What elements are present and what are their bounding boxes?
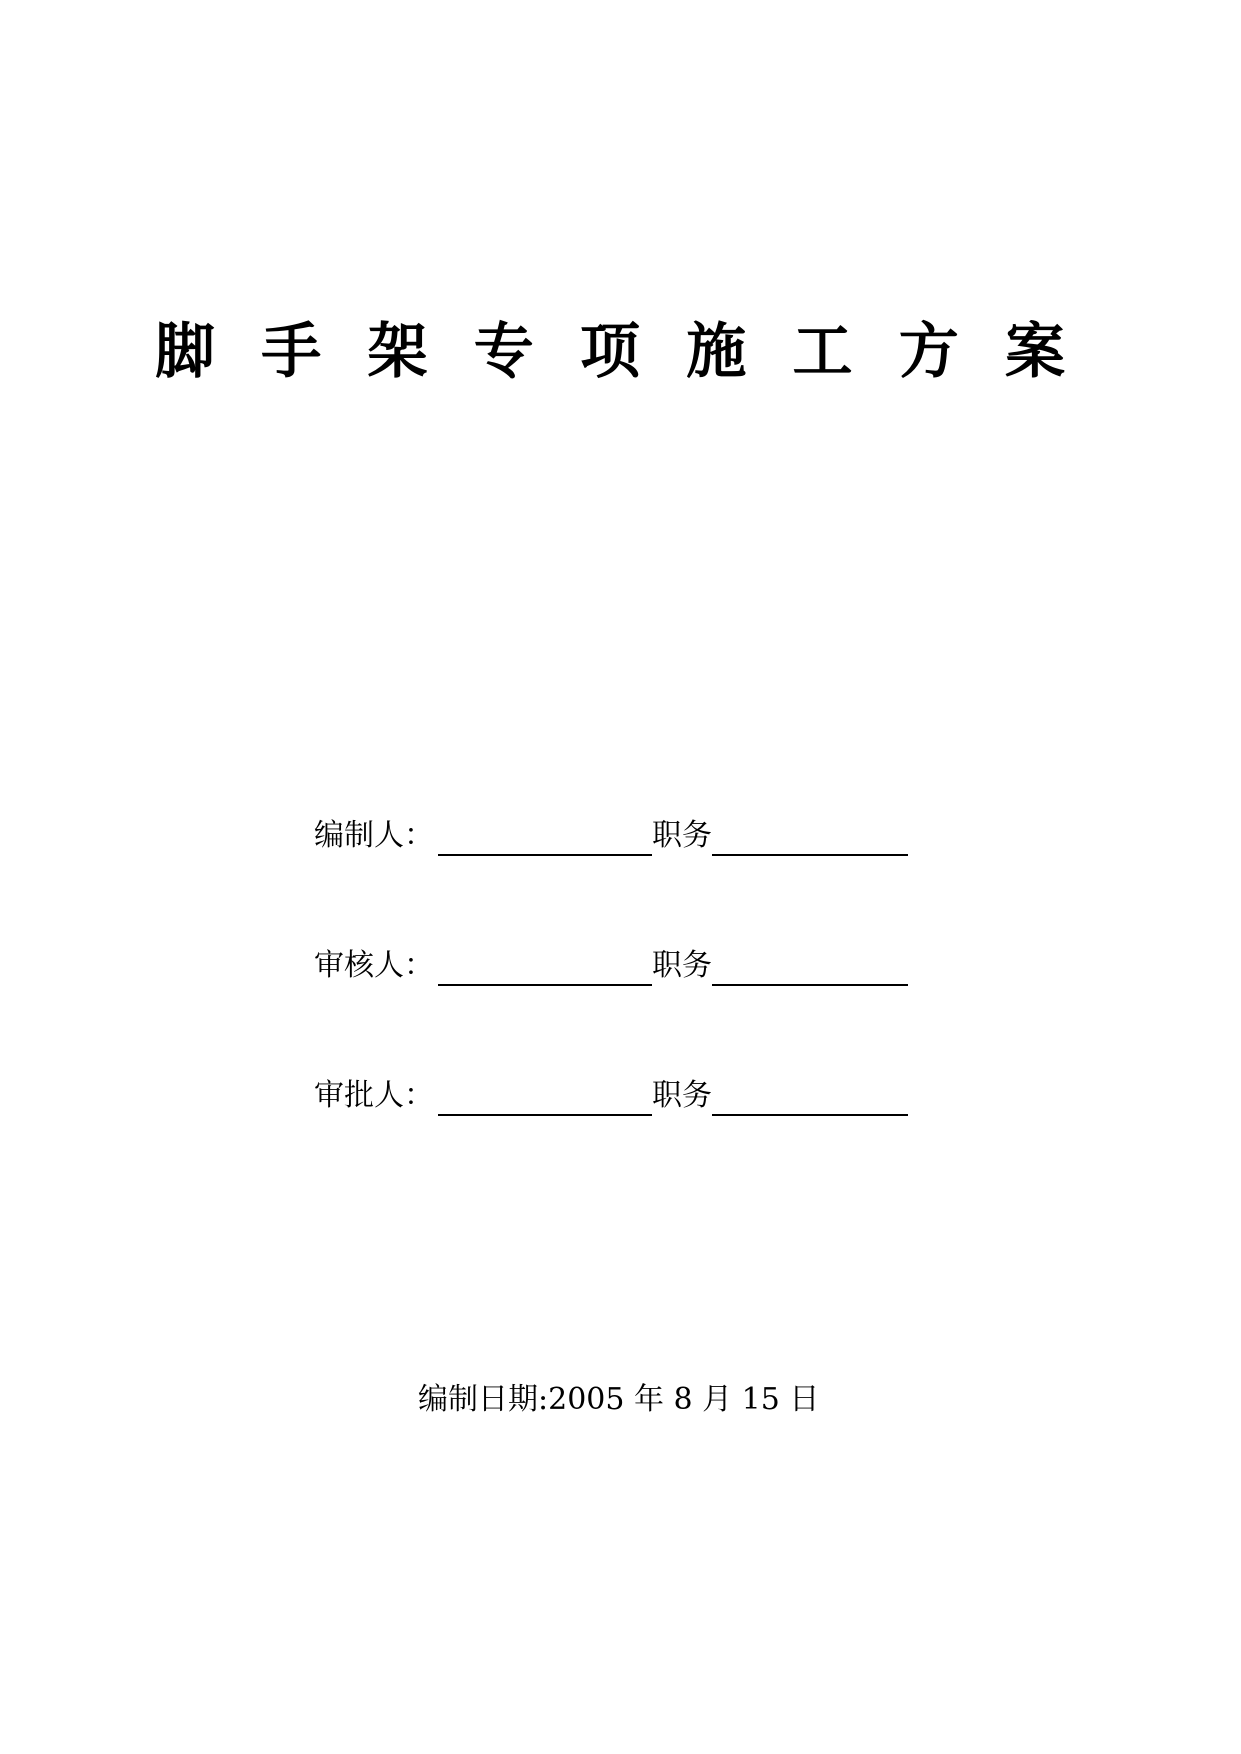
document-title — [150, 312, 1070, 392]
title-char: 架 — [367, 317, 428, 387]
compile-date: 编制日期:2005 年 8 月 15 日 — [418, 1382, 820, 1417]
approver-position-label: 职务 — [652, 1078, 712, 1113]
title-char: 施 — [686, 317, 747, 387]
title-char: 专 — [473, 317, 534, 387]
approver-signature-row — [314, 1072, 908, 1116]
title-char: 方 — [898, 317, 959, 387]
compiler-name-blank — [438, 818, 652, 856]
title-char: 项 — [580, 317, 640, 387]
reviewer-label: 审核人： — [314, 948, 434, 983]
title-char: 案 — [1005, 317, 1065, 387]
title-char: 脚 — [155, 317, 215, 387]
reviewer-name-blank — [438, 948, 652, 986]
compiler-label: 编制人： — [314, 818, 434, 853]
reviewer-signature-row — [314, 942, 908, 986]
approver-label: 审批人： — [314, 1078, 434, 1113]
approver-position-blank — [712, 1078, 908, 1116]
title-char: 工 — [792, 317, 853, 387]
compiler-position-label: 职务 — [652, 818, 712, 853]
reviewer-position-blank — [712, 948, 908, 986]
reviewer-position-label: 职务 — [652, 948, 712, 983]
compiler-signature-row — [314, 812, 908, 856]
compiler-position-blank — [712, 818, 908, 856]
title-char: 手 — [261, 317, 322, 387]
approver-name-blank — [438, 1078, 652, 1116]
